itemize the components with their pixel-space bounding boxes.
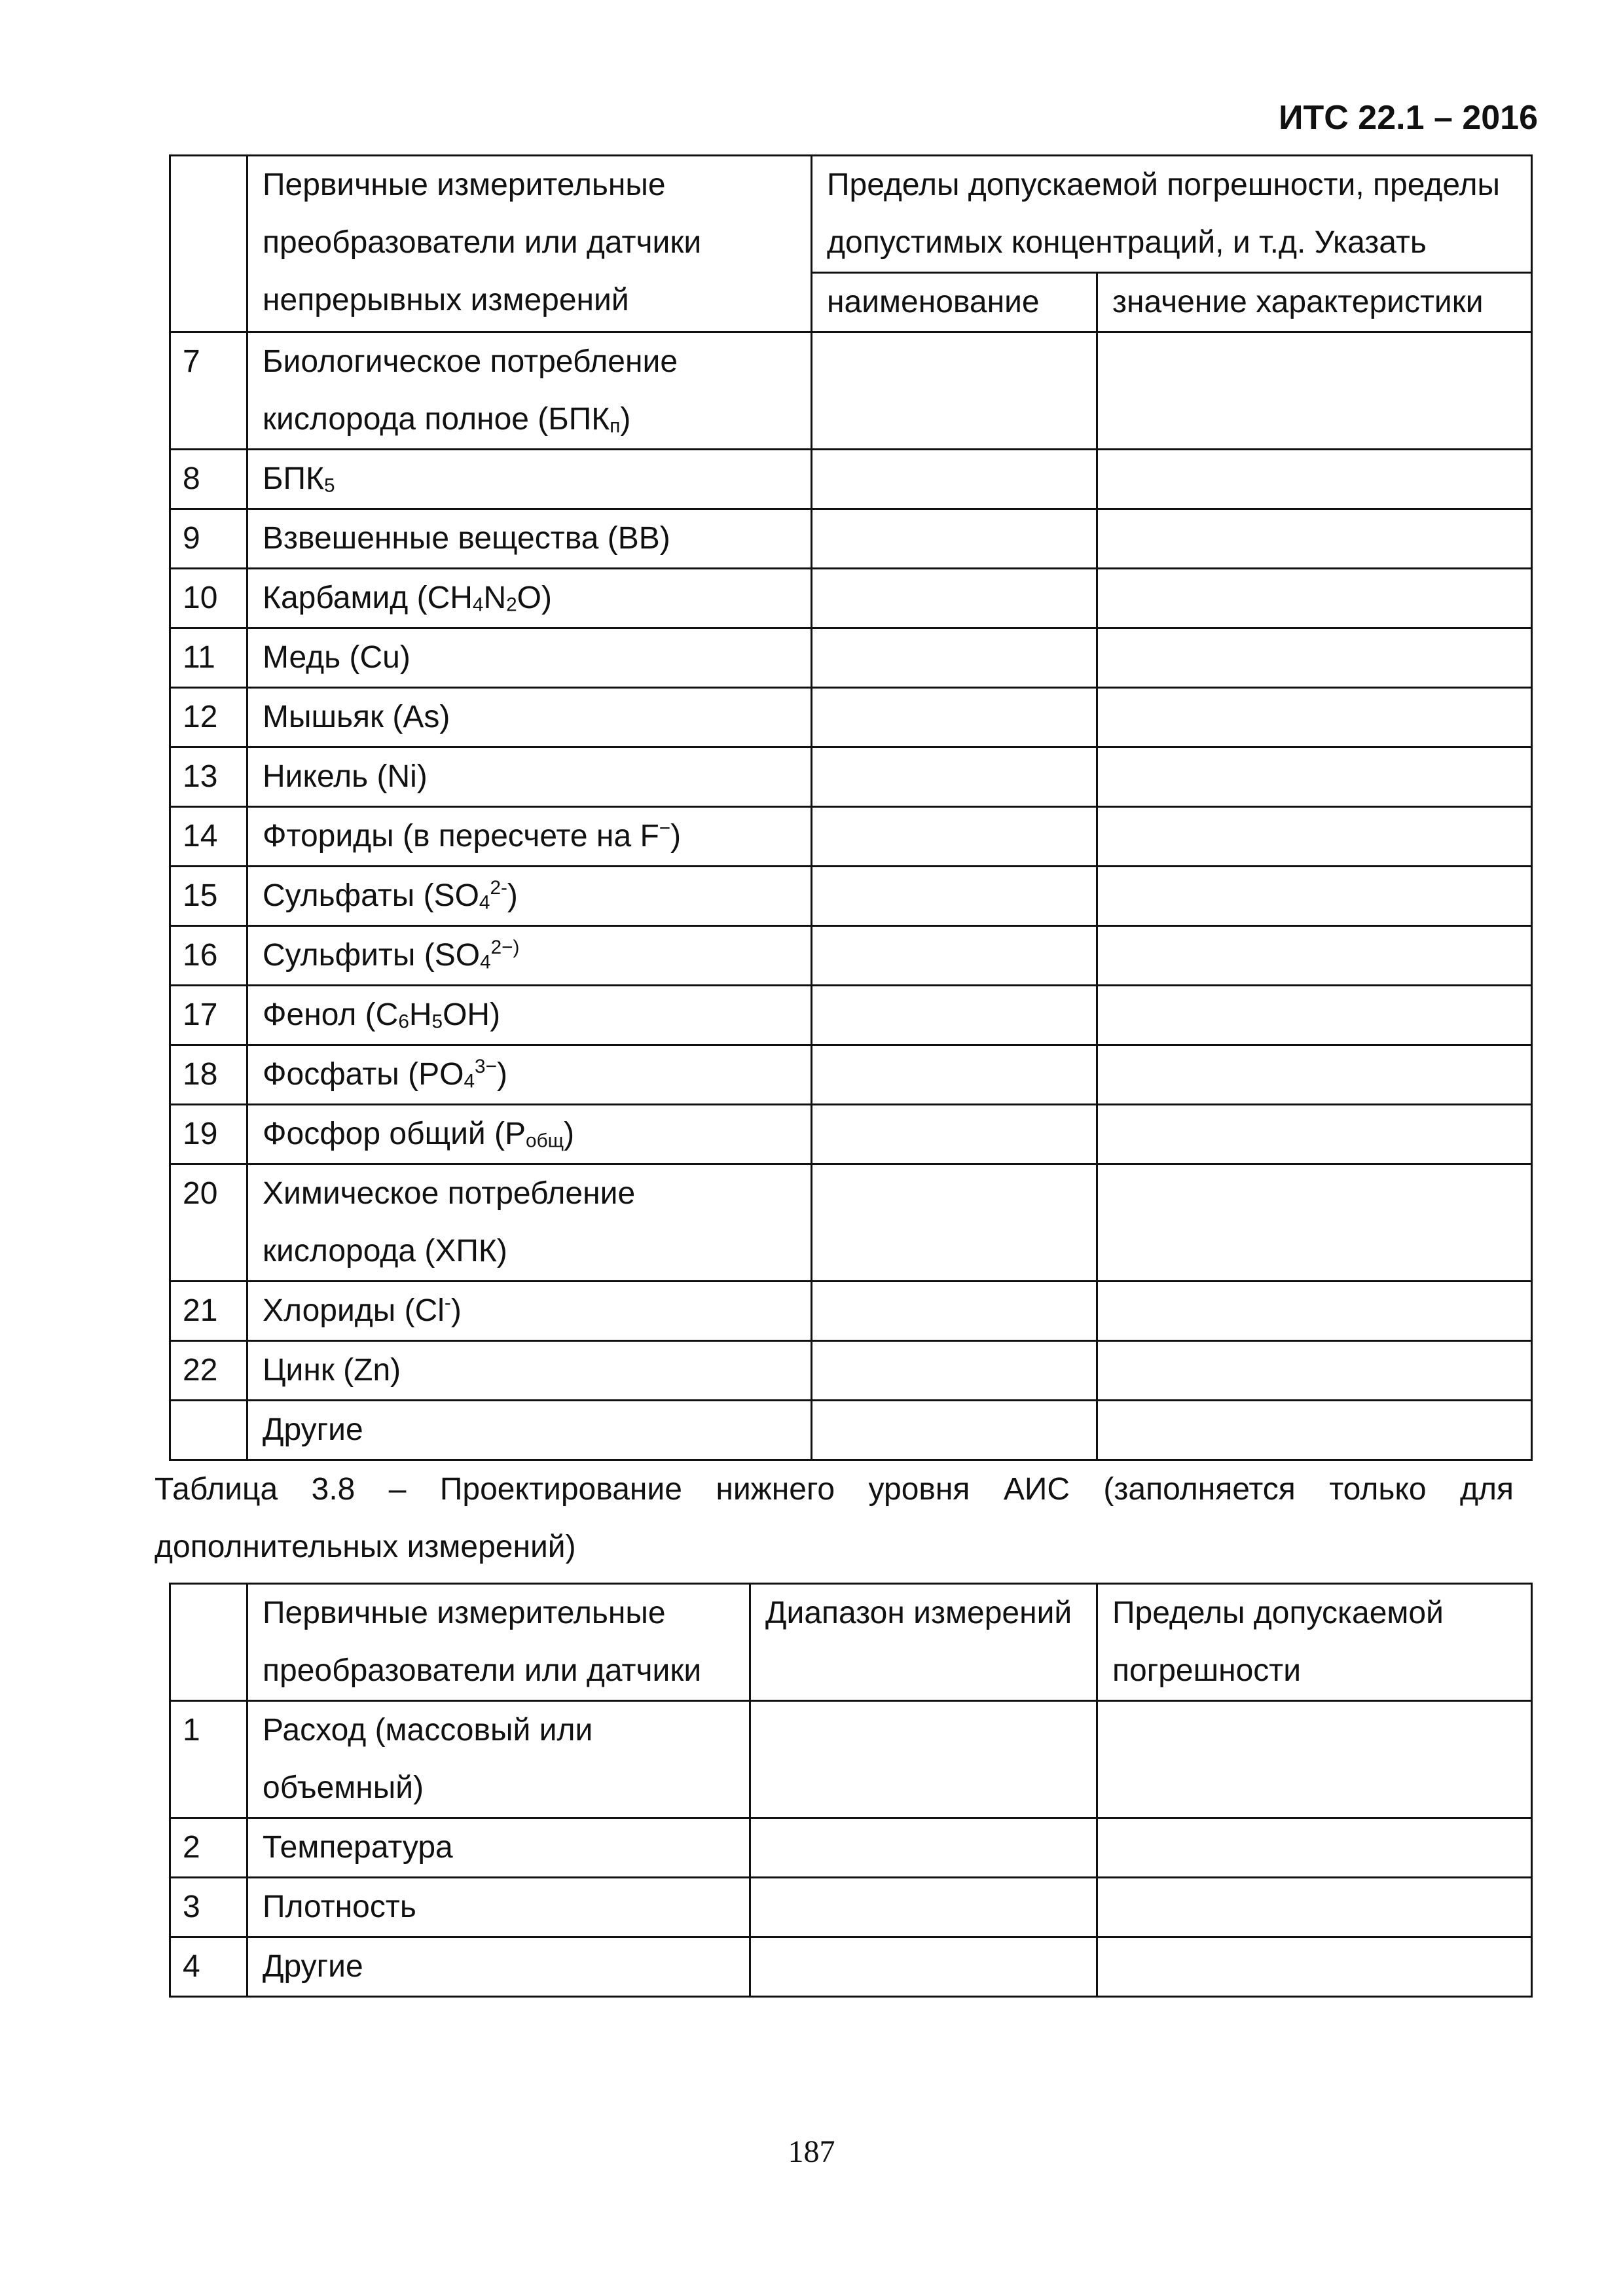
parameter-text: Другие — [263, 1412, 363, 1447]
parameter-text: Фосфаты (PO — [263, 1057, 464, 1092]
range-cell — [750, 1937, 1097, 1997]
row-number-cell: 7 — [170, 332, 247, 450]
header-error-cell: Пределы допускаемой погрешности — [1097, 1584, 1532, 1701]
name-cell — [812, 1282, 1097, 1341]
table-row — [170, 1282, 1532, 1341]
parameter-text: Хлориды (Cl — [263, 1293, 445, 1328]
header-name-cell: наименование — [812, 273, 1097, 332]
table-row — [170, 1045, 1532, 1105]
sensor-cell: Другие — [247, 1937, 750, 1997]
name-cell — [812, 332, 1097, 450]
value-cell — [1097, 867, 1532, 926]
sensors-table-continued — [169, 154, 1533, 1461]
name-cell — [812, 867, 1097, 926]
parameter-cell — [247, 569, 812, 628]
value-cell — [1097, 986, 1532, 1045]
table-row — [170, 807, 1532, 867]
parameter-cell — [247, 867, 812, 926]
name-cell — [812, 509, 1097, 569]
parameter-text: Карбамид (CH — [263, 581, 473, 615]
name-cell — [812, 569, 1097, 628]
parameter-cell — [247, 1341, 812, 1401]
table-row — [170, 450, 1532, 509]
name-cell — [812, 628, 1097, 688]
sensor-cell: Температура — [247, 1818, 750, 1878]
error-limit-cell — [1097, 1701, 1532, 1818]
parameter-text: O) — [517, 581, 552, 615]
parameter-text: Сульфиты (SO — [263, 938, 481, 973]
parameter-text: Химическое потребление кислорода (ХПК) — [263, 1176, 636, 1268]
value-cell — [1097, 926, 1532, 986]
parameter-text: ) — [564, 1117, 575, 1151]
name-cell — [812, 986, 1097, 1045]
parameter-text: Сульфаты (SO — [263, 878, 479, 913]
value-cell — [1097, 1282, 1532, 1341]
parameter-text: Медь (Cu) — [263, 640, 410, 675]
row-number-cell: 20 — [170, 1164, 247, 1282]
parameter-subscript: 4 — [479, 891, 490, 914]
table-row — [170, 986, 1532, 1045]
value-cell — [1097, 807, 1532, 867]
row-number-cell — [170, 1401, 247, 1460]
name-cell — [812, 747, 1097, 807]
parameter-cell — [247, 1045, 812, 1105]
parameter-subscript: 5 — [431, 1011, 443, 1033]
header-range-cell: Диапазон измерений — [750, 1584, 1097, 1701]
parameter-text: Никель (Ni) — [263, 759, 428, 794]
header-number-cell — [170, 156, 247, 332]
name-cell — [812, 1105, 1097, 1164]
table-row — [170, 747, 1532, 807]
parameter-subscript: п — [610, 415, 621, 437]
error-limit-cell — [1097, 1937, 1532, 1997]
parameter-subscript: 5 — [323, 475, 335, 497]
parameter-superscript: 3− — [475, 1056, 497, 1078]
range-cell — [750, 1878, 1097, 1937]
parameter-cell — [247, 926, 812, 986]
row-number-cell: 1 — [170, 1701, 247, 1818]
parameter-text: ) — [496, 1057, 507, 1092]
parameter-text: Биологическое потребление кислорода полное (БПК — [263, 344, 678, 437]
name-cell — [812, 926, 1097, 986]
parameter-subscript: 4 — [472, 594, 484, 616]
name-cell — [812, 688, 1097, 747]
header-limits-group: Пределы допускаемой погрешности, пределы допустимых концентраций, и т.д. Указать — [812, 156, 1532, 273]
row-number-cell: 22 — [170, 1341, 247, 1401]
row-number-cell: 12 — [170, 688, 247, 747]
name-cell — [812, 1341, 1097, 1401]
table-row — [170, 1105, 1532, 1164]
name-cell — [812, 1045, 1097, 1105]
page-number: 187 — [788, 2134, 835, 2169]
row-number-cell: 15 — [170, 867, 247, 926]
table-row — [170, 1878, 1532, 1937]
value-cell — [1097, 1341, 1532, 1401]
parameter-subscript: 4 — [480, 951, 491, 973]
table-row — [170, 688, 1532, 747]
parameter-text: ) — [450, 1293, 462, 1328]
table-row — [170, 1818, 1532, 1878]
parameter-text: ) — [620, 402, 631, 437]
table-row — [170, 628, 1532, 688]
row-number-cell: 8 — [170, 450, 247, 509]
parameter-text: H — [409, 997, 432, 1032]
table-row — [170, 1341, 1532, 1401]
parameter-text: Цинк (Zn) — [263, 1353, 401, 1388]
value-cell — [1097, 332, 1532, 450]
table-row — [170, 1401, 1532, 1460]
parameter-text: ) — [507, 878, 518, 913]
table-row — [170, 509, 1532, 569]
value-cell — [1097, 747, 1532, 807]
value-cell — [1097, 509, 1532, 569]
parameter-text: Фториды (в пересчете на F — [263, 819, 659, 853]
header-number-cell — [170, 1584, 247, 1701]
row-number-cell: 18 — [170, 1045, 247, 1105]
parameter-subscript: общ — [526, 1130, 564, 1152]
parameter-text: Взвешенные вещества (ВВ) — [263, 521, 670, 556]
parameter-text: БПК — [263, 461, 324, 496]
table-row — [170, 867, 1532, 926]
name-cell — [812, 807, 1097, 867]
name-cell — [812, 1401, 1097, 1460]
table-row — [170, 1701, 1532, 1818]
document-code: ИТС 22.1 – 2016 — [1279, 99, 1538, 137]
value-cell — [1097, 450, 1532, 509]
table-row — [170, 1164, 1532, 1282]
name-cell — [812, 1164, 1097, 1282]
parameter-superscript: 2−) — [490, 937, 520, 959]
table-caption: Таблица 3.8 – Проектирование нижнего уровня АИС (заполняется только для дополнительных измерений) — [155, 1472, 1514, 1564]
parameter-text: OH) — [443, 997, 501, 1032]
value-cell — [1097, 688, 1532, 747]
row-number-cell: 11 — [170, 628, 247, 688]
table-row — [170, 1937, 1532, 1997]
range-cell — [750, 1818, 1097, 1878]
row-number-cell: 3 — [170, 1878, 247, 1937]
parameter-subscript: 2 — [506, 594, 517, 616]
parameter-text: ) — [670, 819, 682, 853]
parameter-text: Мышьяк (As) — [263, 700, 450, 734]
range-cell — [750, 1701, 1097, 1818]
parameter-cell — [247, 747, 812, 807]
error-limit-cell — [1097, 1818, 1532, 1878]
row-number-cell: 13 — [170, 747, 247, 807]
header-sensors-cell: Первичные измерительные преобразователи или датчики непрерывных измерений — [247, 156, 812, 332]
sensor-cell: Расход (массовый или объемный) — [247, 1701, 750, 1818]
name-cell — [812, 450, 1097, 509]
value-cell — [1097, 1401, 1532, 1460]
parameter-cell — [247, 509, 812, 569]
table-row — [170, 926, 1532, 986]
parameter-cell — [247, 332, 812, 450]
row-number-cell: 19 — [170, 1105, 247, 1164]
value-cell — [1097, 569, 1532, 628]
parameter-superscript: 2- — [490, 877, 507, 899]
error-limit-cell — [1097, 1878, 1532, 1937]
value-cell — [1097, 1164, 1532, 1282]
lower-level-table-body — [170, 1701, 1532, 1997]
parameter-cell — [247, 1164, 812, 1282]
row-number-cell: 14 — [170, 807, 247, 867]
header-sensors-cell: Первичные измерительные преобразователи или датчики — [247, 1584, 750, 1701]
parameter-superscript: - — [444, 1292, 451, 1314]
row-number-cell: 2 — [170, 1818, 247, 1878]
sensors-table-body — [170, 332, 1532, 1460]
table-row — [170, 569, 1532, 628]
parameter-cell — [247, 1401, 812, 1460]
row-number-cell: 21 — [170, 1282, 247, 1341]
parameter-cell — [247, 688, 812, 747]
parameter-text: N — [483, 581, 507, 615]
parameter-subscript: 4 — [464, 1070, 475, 1092]
row-number-cell: 9 — [170, 509, 247, 569]
sensor-cell: Плотность — [247, 1878, 750, 1937]
lower-level-design-table — [169, 1583, 1533, 1998]
parameter-cell — [247, 628, 812, 688]
value-cell — [1097, 1105, 1532, 1164]
parameter-cell — [247, 986, 812, 1045]
parameter-subscript: 6 — [398, 1011, 409, 1033]
row-number-cell: 10 — [170, 569, 247, 628]
parameter-superscript: − — [659, 817, 671, 840]
row-number-cell: 4 — [170, 1937, 247, 1997]
parameter-cell — [247, 1105, 812, 1164]
header-value-cell: значение характеристики — [1097, 273, 1532, 332]
row-number-cell: 16 — [170, 926, 247, 986]
value-cell — [1097, 628, 1532, 688]
row-number-cell: 17 — [170, 986, 247, 1045]
table-row — [170, 332, 1532, 450]
parameter-cell — [247, 807, 812, 867]
value-cell — [1097, 1045, 1532, 1105]
parameter-cell — [247, 1282, 812, 1341]
parameter-cell — [247, 450, 812, 509]
parameter-text: Фосфор общий (P — [263, 1117, 526, 1151]
parameter-text: Фенол (C — [263, 997, 399, 1032]
